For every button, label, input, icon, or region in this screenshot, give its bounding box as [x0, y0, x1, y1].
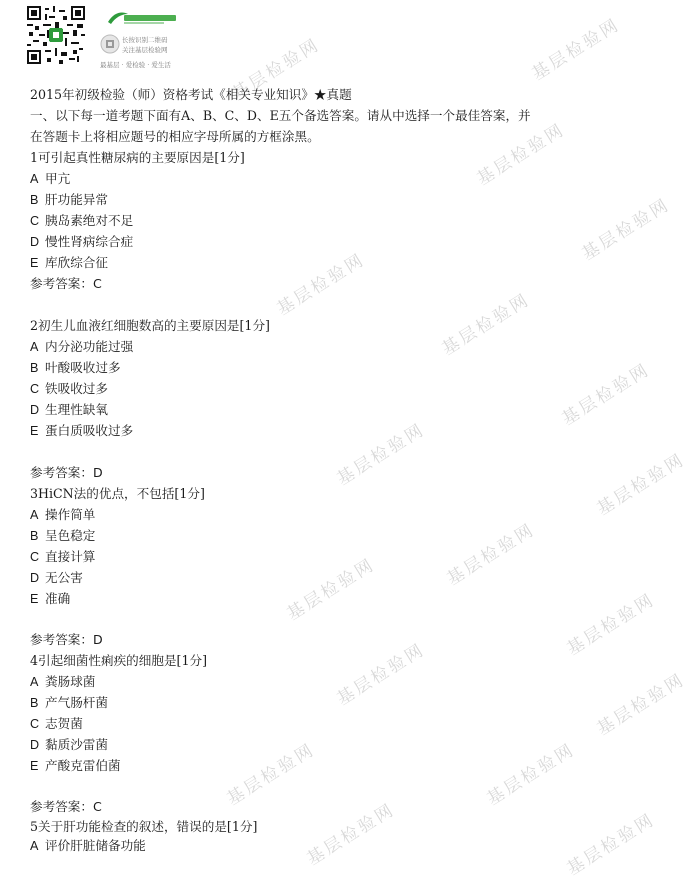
- watermark: 基层检验网: [443, 519, 540, 590]
- option-text: 准确: [45, 591, 71, 606]
- option-row: [30, 171, 70, 187]
- option-letter: D: [30, 571, 40, 585]
- option-row: [30, 674, 95, 690]
- watermark: 基层检验网: [273, 249, 370, 320]
- option-text: 志贺菌: [45, 716, 83, 731]
- option-row: [30, 758, 121, 774]
- option-row: [30, 838, 146, 854]
- question-stem: 3HiCN法的优点，不包括[1分]: [30, 486, 205, 501]
- option-row: [30, 716, 83, 732]
- option-letter: B: [30, 361, 39, 375]
- watermark: 基层检验网: [303, 799, 400, 870]
- option-row: [30, 339, 133, 355]
- option-text: 评价肝脏储备功能: [45, 838, 146, 853]
- option-letter: E: [30, 424, 39, 438]
- watermark: 基层检验网: [483, 739, 580, 810]
- option-letter: D: [30, 403, 40, 417]
- answer-line: 参考答案：C: [30, 276, 102, 291]
- option-text: 胰岛素绝对不足: [45, 213, 134, 228]
- watermark: 基层检验网: [438, 289, 535, 360]
- option-text: 直接计算: [45, 549, 96, 564]
- watermark: 基层检验网: [473, 119, 570, 190]
- watermark: 基层检验网: [228, 34, 325, 105]
- option-text: 呈色稳定: [45, 528, 96, 543]
- option-letter: A: [30, 675, 39, 689]
- option-letter: B: [30, 193, 39, 207]
- answer-line: 参考答案：C: [30, 799, 102, 814]
- answer-line: 参考答案：D: [30, 632, 103, 647]
- option-letter: C: [30, 717, 40, 731]
- option-text: 产酸克雷伯菌: [45, 758, 121, 773]
- option-text: 慢性肾病综合症: [45, 234, 134, 249]
- option-letter: A: [30, 839, 39, 853]
- question-stem: 5关于肝功能检查的叙述，错误的是[1分]: [30, 819, 258, 834]
- watermark: 基层检验网: [593, 449, 689, 520]
- instruction-line-2: 在答题卡上将相应题号的相应字母所属的方框涂黑。: [30, 129, 320, 144]
- question-stem: 1可引起真性糖尿病的主要原因是[1分]: [30, 150, 245, 165]
- option-text: 生理性缺氧: [45, 402, 108, 417]
- watermark: 基层检验网: [563, 589, 660, 660]
- watermark: 基层检验网: [333, 639, 430, 710]
- option-row: [30, 528, 95, 544]
- option-text: 肝功能异常: [45, 192, 108, 207]
- option-text: 蛋白质吸收过多: [45, 423, 134, 438]
- option-text: 库欣综合征: [45, 255, 108, 270]
- option-text: 粪肠球菌: [45, 674, 96, 689]
- question-stem: 2初生儿血液红细胞数高的主要原因是[1分]: [30, 318, 270, 333]
- brand-line-2: 关注基层检验网: [122, 46, 168, 54]
- brand-line-1: 长按识别二维码: [122, 36, 168, 44]
- watermark: 基层检验网: [578, 194, 675, 265]
- option-letter: B: [30, 529, 39, 543]
- option-row: [30, 570, 83, 586]
- option-letter: D: [30, 235, 40, 249]
- option-text: 操作简单: [45, 507, 96, 522]
- watermark: 基层检验网: [558, 359, 655, 430]
- answer-line: 参考答案：D: [30, 465, 103, 480]
- option-text: 内分泌功能过强: [45, 339, 134, 354]
- option-row: [30, 695, 108, 711]
- watermark: 基层检验网: [223, 739, 320, 810]
- instruction-line-1: 一、以下每一道考题下面有A、B、C、D、E五个备选答案。请从中选择一个最佳答案，并: [30, 108, 531, 123]
- option-letter: D: [30, 738, 40, 752]
- option-row: [30, 737, 108, 753]
- watermark: 基层检验网: [333, 419, 430, 490]
- watermark: 基层检验网: [528, 14, 625, 85]
- option-row: [30, 402, 108, 418]
- option-text: 甲亢: [45, 171, 71, 186]
- option-letter: E: [30, 759, 39, 773]
- option-letter: C: [30, 214, 40, 228]
- option-row: [30, 507, 95, 523]
- option-letter: C: [30, 382, 40, 396]
- option-row: [30, 591, 70, 607]
- option-letter: A: [30, 340, 39, 354]
- option-letter: E: [30, 592, 39, 606]
- watermark: 基层检验网: [563, 809, 660, 880]
- option-row: [30, 192, 108, 208]
- option-letter: E: [30, 256, 39, 270]
- option-text: 叶酸吸收过多: [45, 360, 121, 375]
- option-row: [30, 549, 95, 565]
- watermark: 基层检验网: [593, 669, 689, 740]
- option-row: [30, 234, 133, 250]
- option-letter: A: [30, 508, 39, 522]
- option-text: 黏质沙雷菌: [45, 737, 108, 752]
- option-row: [30, 360, 121, 376]
- option-text: 无公害: [45, 570, 83, 585]
- option-letter: C: [30, 550, 40, 564]
- option-row: [30, 213, 133, 229]
- watermark: 基层检验网: [283, 554, 380, 625]
- option-row: [30, 255, 108, 271]
- option-text: 产气肠杆菌: [45, 695, 108, 710]
- brand-slogan: 最基层 · 爱检验 · 爱生活: [100, 61, 171, 69]
- option-text: 铁吸收过多: [45, 381, 108, 396]
- option-letter: B: [30, 696, 39, 710]
- option-row: [30, 423, 133, 439]
- doc-title: 2015年初级检验（师）资格考试《相关专业知识》★真题: [30, 87, 352, 102]
- question-stem: 4引起细菌性痢疾的细胞是[1分]: [30, 653, 207, 668]
- option-row: [30, 381, 108, 397]
- option-letter: A: [30, 172, 39, 186]
